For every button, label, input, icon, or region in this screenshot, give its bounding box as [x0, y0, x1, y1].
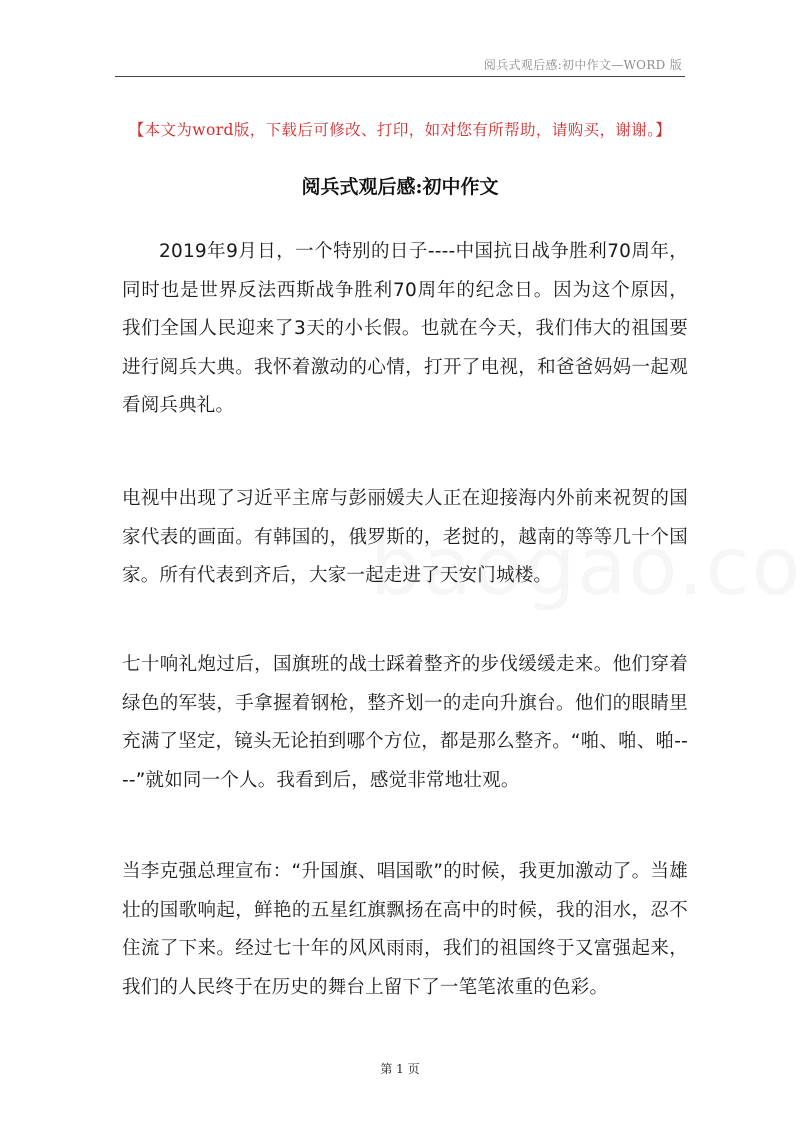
- paragraph-2: 电视中出现了习近平主席与彭丽媛夫人正在迎接海内外前来祝贺的国家代表的画面。有韩国的，俄罗斯的，老挝的，越南的等等几十个国家。所有代表到齐后，大家一起走进了天安门城楼。: [122, 488, 688, 586]
- paragraph-4: 当李克强总理宣布：“升国旗、唱国歌”的时候，我更加激动了。当雄壮的国歌响起，鲜艳的五星红旗飘扬在高中的时候，我的泪水，忍不住流了下来。经过七十年的风风雨雨，我们的祖国终于又富强起来，我们的人民终于在历史的舞台上留下了一笔笔浓重的色彩。: [122, 861, 688, 998]
- document-title: 阅兵式观后感:初中作文: [301, 176, 499, 198]
- download-notice: 【本文为word版，下载后可修改、打印，如对您有所帮助，请购买，谢谢。】: [128, 121, 672, 139]
- paragraph-3: 七十响礼炮过后，国旗班的战士踩着整齐的步伐缓缓走来。他们穿着绿色的军装，手拿握着钢枪，整齐划一的走向升旗台。他们的眼睛里充满了坚定，镜头无论拍到哪个方位，都是那么整齐。“啪、啪、啪----”就如同一个人。我看到后，感觉非常地壮观。: [122, 654, 688, 791]
- header-divider: [115, 76, 685, 77]
- paragraph-1: 2019年9月日，一个特别的日子----中国抗日战争胜利70周年，同时也是世界反法西斯战争胜利70周年的纪念日。因为这个原因，我们全国人民迎来了3天的小长假。也就在今天，我们伟大的祖国要进行阅兵大典。我怀着激动的心情，打开了电视，和爸爸妈妈一起观看阅兵典礼。: [122, 241, 688, 416]
- running-header: 阅兵式观后感:初中作文—WORD 版: [483, 58, 682, 72]
- page-number: 第 1 页: [380, 1062, 420, 1076]
